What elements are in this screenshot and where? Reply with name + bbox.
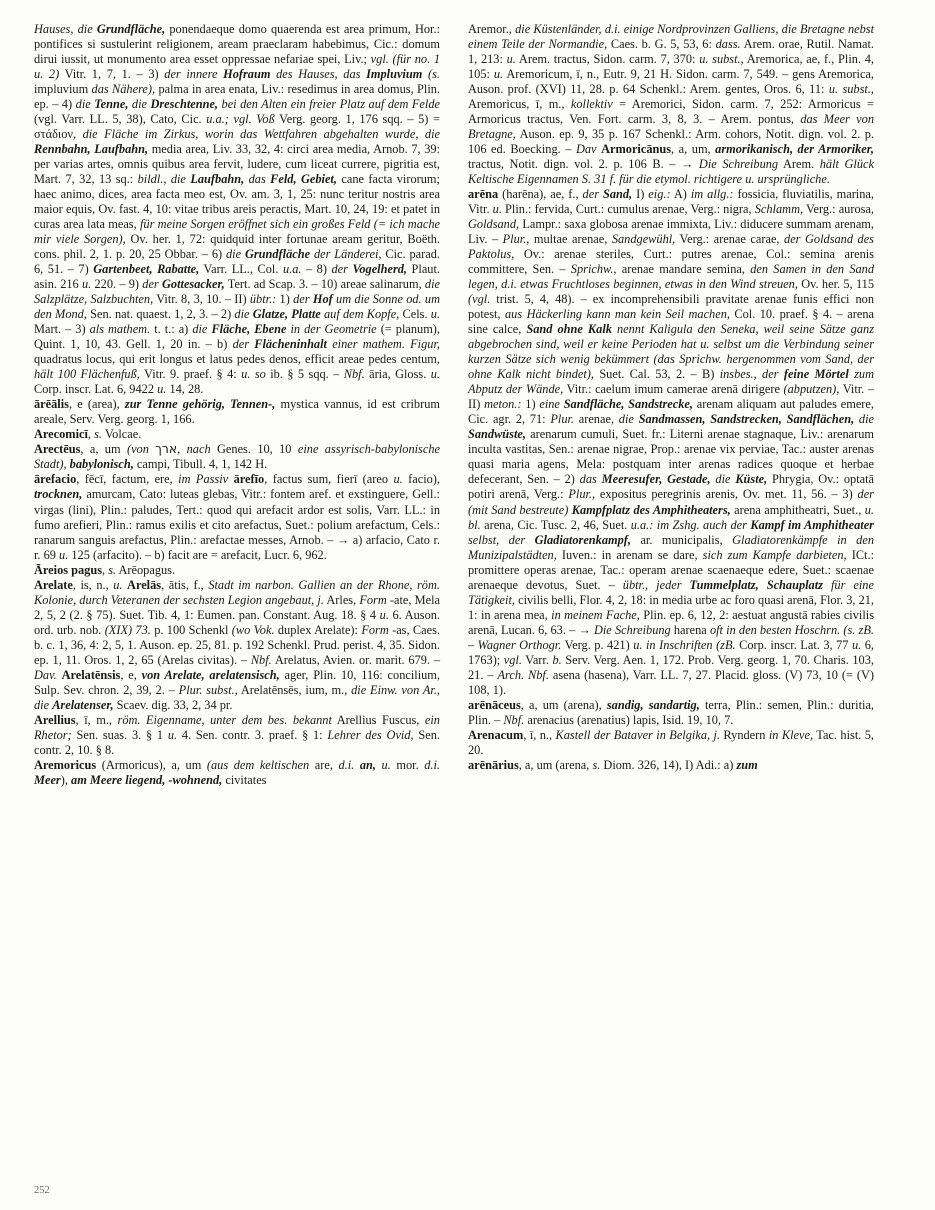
- entry-text: Aremor., die Küstenländer, d.i. einige Nordprovinzen Galliens, die Bretagne nebst einem Teile der Normandie, Caes. b. G. 5, 53, 6: dass. Arem. orae, Rutil. Namat. 1, 213: u. Arem. tractus, Sidon. carm. 7, 370: u. subst., Aremorica, ae, f., Plin. 4, 105: u. Aremoricum, ī, n., Eutr. 9, 21 H. Sidon. carm. 7, 549. – gens Aremorica, Auson. prof. (XVI) 11, 28. p. 64 Schenkl.: Arem. gentes, Oros. 6, 11: u. subst., Aremoricus, ī, m., kollektiv = Aremorici, Sidon. carm. 7, 252: Armoricus = Armoricus tractus, Ven. Fort. carm. 3, 8, 3. – Arem. pontus, das Meer von Bretagne, Auson. ep. 9, 35 p. 167 Schenkl.: Arm. cohors, Notit. dign. vol. 2. p. 106 ed. Boecking. – Dav Armoricānus, a, um, armorikanisch, der Armoriker, tractus, Notit. dign. vol. 2. p. 106 B. – → Die Schreibung Arem. hält Glück Keltische Eigennamen S. 31 f. für die etymol. richtigere u. ursprüngliche.: [468, 22, 875, 187]
- dictionary-entry: [34, 578, 440, 713]
- dictionary-entry: [468, 22, 874, 187]
- entry-text: arēnāceus, a, um (arena), sandig, sandartig, terra, Plin.: semen, Plin.: duritia, Plin. – Nbf. arenacius (arenatius) lapis, Isid. 19, 10, 7.: [468, 697, 875, 727]
- entry-text: Hauses, die Grundfläche, ponendaeque domo quaerenda est area primum, Hor.: pontifices si sustulerint religionem, aream praeclaram habebimus, Cic.: domum dirui iussit, ut monumento area esset oppressae nefariae spei, Liv.; vgl. (für no. 1 u. 2) Vitr. 1, 7, 1. – 3) der innere Hofraum des Hauses, das Impluvium (s. impluvium das Nähere), palma in area enata, Liv.: resedimus in area domus, Plin. ep. – 4) die Tenne, die Dreschtenne, bei den Alten ein freier Platz auf dem Felde (vgl. Varr. LL. 5, 38), Cato, Cic. u.a.; vgl. Voß Verg. georg. 1, 176 sqq. – 5) = στάδιον, die Fläche im Zirkus, worin das Wettfahren abgehalten wurde, die Rennbahn, Laufbahn, media area, Liv. 33, 32, 4: circi area media, Arnob. 7, 39: per varias artes, omnis quibus area fervit, ludere, cum liceat currere, pigritia est, Mart. 7, 32, 13 sq.: bildl., die Laufbahn, das Feld, Gebiet, cane facta virorum; haec animo, dices, area facta meo est, Ov. am. 3, 1, 25: nunc teritur nostris area maior equis, Ov. fast. 4, 10: vitae tribus areis peractis, Mart. 10, 24, 19: et patet in curas area lata meas, für meine Sorgen eröffnet sich ein großes Feld (= ich mache mir viele Sorgen), Ov. her. 1, 72: quidquid inter fortunae aream geritur, Boëth. cons. phil. 2, 1. p. 20, 25 Obbar. – 6) die Grundfläche der Länderei, Cic. parad. 6, 51. – 7) Gartenbeet, Rabatte, Varr. LL., Col. u.a. – 8) der Vogelherd, Plaut. asin. 216 u. 220. – 9) der Gottesacker, Tert. ad Scap. 3. – 10) areae salinarum, die Salzplätze, Salzbuchten, Vitr. 8, 3, 10. – II) übtr.: 1) der Hof um die Sonne od. um den Mond, Sen. nat. quaest. 1, 2, 3. – 2) die Glatze, Platte auf dem Kopfe, Cels. u. Mart. – 3) als mathem. t. t.: a) die Fläche, Ebene in der Geometrie (= planum), Quint. 1, 10, 43. Gell. 1, 20 in. – b) der Flächeninhalt einer mathem. Figur, quadratus locus, qui erit longus et latus pedes denos, efficit areae pedes centum, hält 100 Flächenfuß, Vitr. 9. praef. § 4: u. so ib. § 5 sqq. – Nbf. āria, Gloss. u. Corp. inscr. Lat. 6, 9422 u. 14, 28.: [34, 22, 441, 397]
- entry-text: ārēālis, e (area), zur Tenne gehörig, Tennen-, mystica vannus, id est cribrum areale, Serv. Verg. georg. 1, 166.: [34, 397, 440, 427]
- entry-text: Āreios pagus, s. Arēopagus.: [34, 562, 176, 577]
- entry-text: Arelate, is, n., u. Arelās, ātis, f., Stadt im narbon. Gallien an der Rhone, röm. Kolonie, durch Veteranen der sechsten Legion angebaut, j. Arles, Form -ate, Mela 2, 5, 2 (2. § 75). Suet. Tib. 4, 1: Eumen. pan. Constant. Aug. 18. § 4 u. 6. Auson. ord. urb. nob. (XIX) 73. p. 100 Schenkl (wo Vok. duplex Arelate): Form -as, Caes. b. c. 1, 36, 4: 2, 5, 1. Auson. ep. 25, 81. p. 192 Schenkl. Prud. perist. 4, 35. Sidon. ep. 1, 11. Oros. 1, 2, 65 (Arelas civitas). – Nbf. Arelatus, Avien. or. marit. 679. – Dav. Arelatēnsis, e, von Arelate, arelatensisch, ager, Plin. 10, 116: concilium, Sulp. Sev. chron. 2, 39, 2. – Plur. subst., Arelatēnsēs, ium, m., die Einw. von Ar., die Arelatenser, Scaev. dig. 33, 2, 34 pr.: [34, 577, 440, 712]
- dictionary-entry: [468, 698, 874, 728]
- entry-text: arēnārius, a, um (arena, s. Diom. 326, 14), I) Adi.: a) zum: [468, 757, 758, 772]
- dictionary-entry: [34, 563, 440, 578]
- dictionary-entry: [34, 472, 440, 562]
- dictionary-entry: [34, 427, 440, 442]
- dictionary-entry: [34, 22, 440, 397]
- dictionary-entry: [468, 187, 874, 698]
- dictionary-entry: [34, 442, 440, 472]
- entry-text: Arenacum, ī, n., Kastell der Bataver in Belgika, j. Ryndern in Kleve, Tac. hist. 5, 20.: [468, 727, 875, 757]
- dictionary-entry: [34, 758, 440, 788]
- entry-text: Arectēus, a, um (von ארך, nach Genes. 10, 10 eine assyrisch-babylonische Stadt), babylonisch, campi, Tibull. 4, 1, 142 H.: [34, 442, 440, 472]
- left-column: [34, 22, 440, 1142]
- dictionary-entry: [34, 397, 440, 427]
- two-column-body: [34, 22, 901, 1142]
- right-column: [468, 22, 874, 1142]
- dictionary-entry: [468, 728, 874, 758]
- entry-text: Arecomicī, s. Volcae.: [34, 427, 142, 442]
- entry-text: Aremoricus (Armoricus), a, um (aus dem keltischen are, d.i. an, u. mor. d.i. Meer), am Meere liegend, -wohnend, civitates: [34, 757, 441, 787]
- entry-text: ārefacio, fēcī, factum, ere, im Passiv ārefīo, factus sum, fierī (areo u. facio), trocknen, amurcam, Cato: luteas glebas, Vitr.: fontem aref. et exstinguere, Gell.: virgas (lini), Plin.: paludes, Tert.: quod qui arefacit ardor est solis, Varr. LL.: in fumo arefieri, Plin.: ramus exilis et cito arefactus, Suet.: polium arefactum, Cels.: ranarum sanguis arefactus, Plin.: arefactae messes, Arnob. – → a) arfacio, Cato r. r. 69 u. 125 (arfacito). – b) facit are = arefacit, Lucr. 6, 962.: [34, 472, 440, 562]
- dictionary-entry: [34, 713, 440, 758]
- dictionary-entry: [468, 758, 874, 773]
- entry-text: arēna (harēna), ae, f., der Sand, I) eig.: A) im allg.: fossicia, fluviatilis, marina, Vitr. u. Plin.: fervida, Curt.: cumulus arenae, Verg.: nigra, Schlamm, Verg.: aurosa, Goldsand, Lampr.: saxa globosa arenae immixta, Liv.: diducere summam arenam, Liv. – Plur., multae arenae, Sandgewühl, Verg.: arenae carae, der Goldsand des Paktolus, Ov.: arenae steriles, Curt.: putres arenae, Col.: semina arenis committere, Sen. – Sprichw., arenae mandare semina, den Samen in den Sand legen, d.i. etwas Fruchtloses beginnen, etwas in den Wind streuen, Ov. her. 5, 115 (vgl. trist. 5, 4, 48). – ex incomprehensibili pravitate arenae funis effici non potest, aus Häckerling kann man kein Seil machen, Col. 10. praef. § 4. – arena sine calce, Sand ohne Kalk nennt Kaligula den Seneka, weil seine Sätze ganz abgebrochen sind, weil er keine Perioden hat u. selbst um die Verbindung seiner kurzen Sätze sich wenig bekümmert (das Sprichw. hergenommen vom Sand, der ohne Kalk nicht bindet), Suet. Cal. 53, 2. – B) insbes., der feine Mörtel zum Abputz der Wände, Vitr.: caelum imum camerae arenā dirigere (abputzen), Vitr. – II) meton.: 1) eine Sandfläche, Sandstrecke, arenam aliquam aut paludes emere, Cic. agr. 2, 71: Plur. arenae, die Sandmassen, Sandstrecken, Sandflächen, die Sandwüste, arenarum cumuli, Suet. fr.: Literni arenae stagnaque, Liv.: arenarum inculta vastitas, Sen.: arenae nigrae, Prop.: arenae vix perviae, Tac.: auster arenas quasi maria agens, Mela: postquam inter arenas radices quoque et herbae defecerant, Sen. – 2) das Meeresufer, Gestade, die Küste, Phrygia, Ov.: optatā potiri arenā, Verg.: Plur., expositus peregrinis arenis, Ov. met. 11, 56. – 3) der (mit Sand bestreute) Kampfplatz des Amphitheaters, arena amphitheatri, Suet., u. bl. arena, Cic. Tusc. 2, 46, Suet. u.a.: im Zshg. auch der Kampf im Amphitheater selbst, der Gladiatorenkampf, ar. municipalis, Gladiatorenkämpfe in den Munizipalstädten, Iuven.: in arenam se dare, sich zum Kampfe darbieten, ICt.: promittere operas arenae, Tac.: operam arenae scaenaeque edere, Suet.: scaenae arenaeque devotus, Suet. – übtr., jeder Tummelplatz, Schauplatz für eine Tätigkeit, civilis belli, Flor. 4, 2, 18: in media urbe ac foro quasi arenā, Flor. 3, 21, 1: in arena mea, in meinem Fache, Plin. ep. 6, 12, 2: aestuat angustā rabies civilis arenā, Lucan. 6, 63. – → Die Schreibung harena oft in den besten Hoschrn. (s. zB. – Wagner Orthogr. Verg. p. 421) u. in Inschriften (zB. Corp. inscr. Lat. 3, 77 u. 6, 1763); vgl. Varr. b. Serv. Verg. Aen. 1, 172. Prob. Verg. georg. 1, 70. Charis. 103, 21. – Arch. Nbf. asena (hasena), Varr. LL. 7, 27. Placid. gloss. (V) 73, 10 (= (V) 108, 1).: [468, 187, 875, 697]
- entry-text: Arellius, ī, m., röm. Eigenname, unter dem bes. bekannt Arellius Fuscus, ein Rhetor; Sen. suas. 3. § 1 u. 4. Sen. contr. 3. praef. § 1: Lehrer des Ovid, Sen. contr. 2, 10. § 8.: [34, 712, 440, 757]
- page-number: 252: [34, 1185, 50, 1196]
